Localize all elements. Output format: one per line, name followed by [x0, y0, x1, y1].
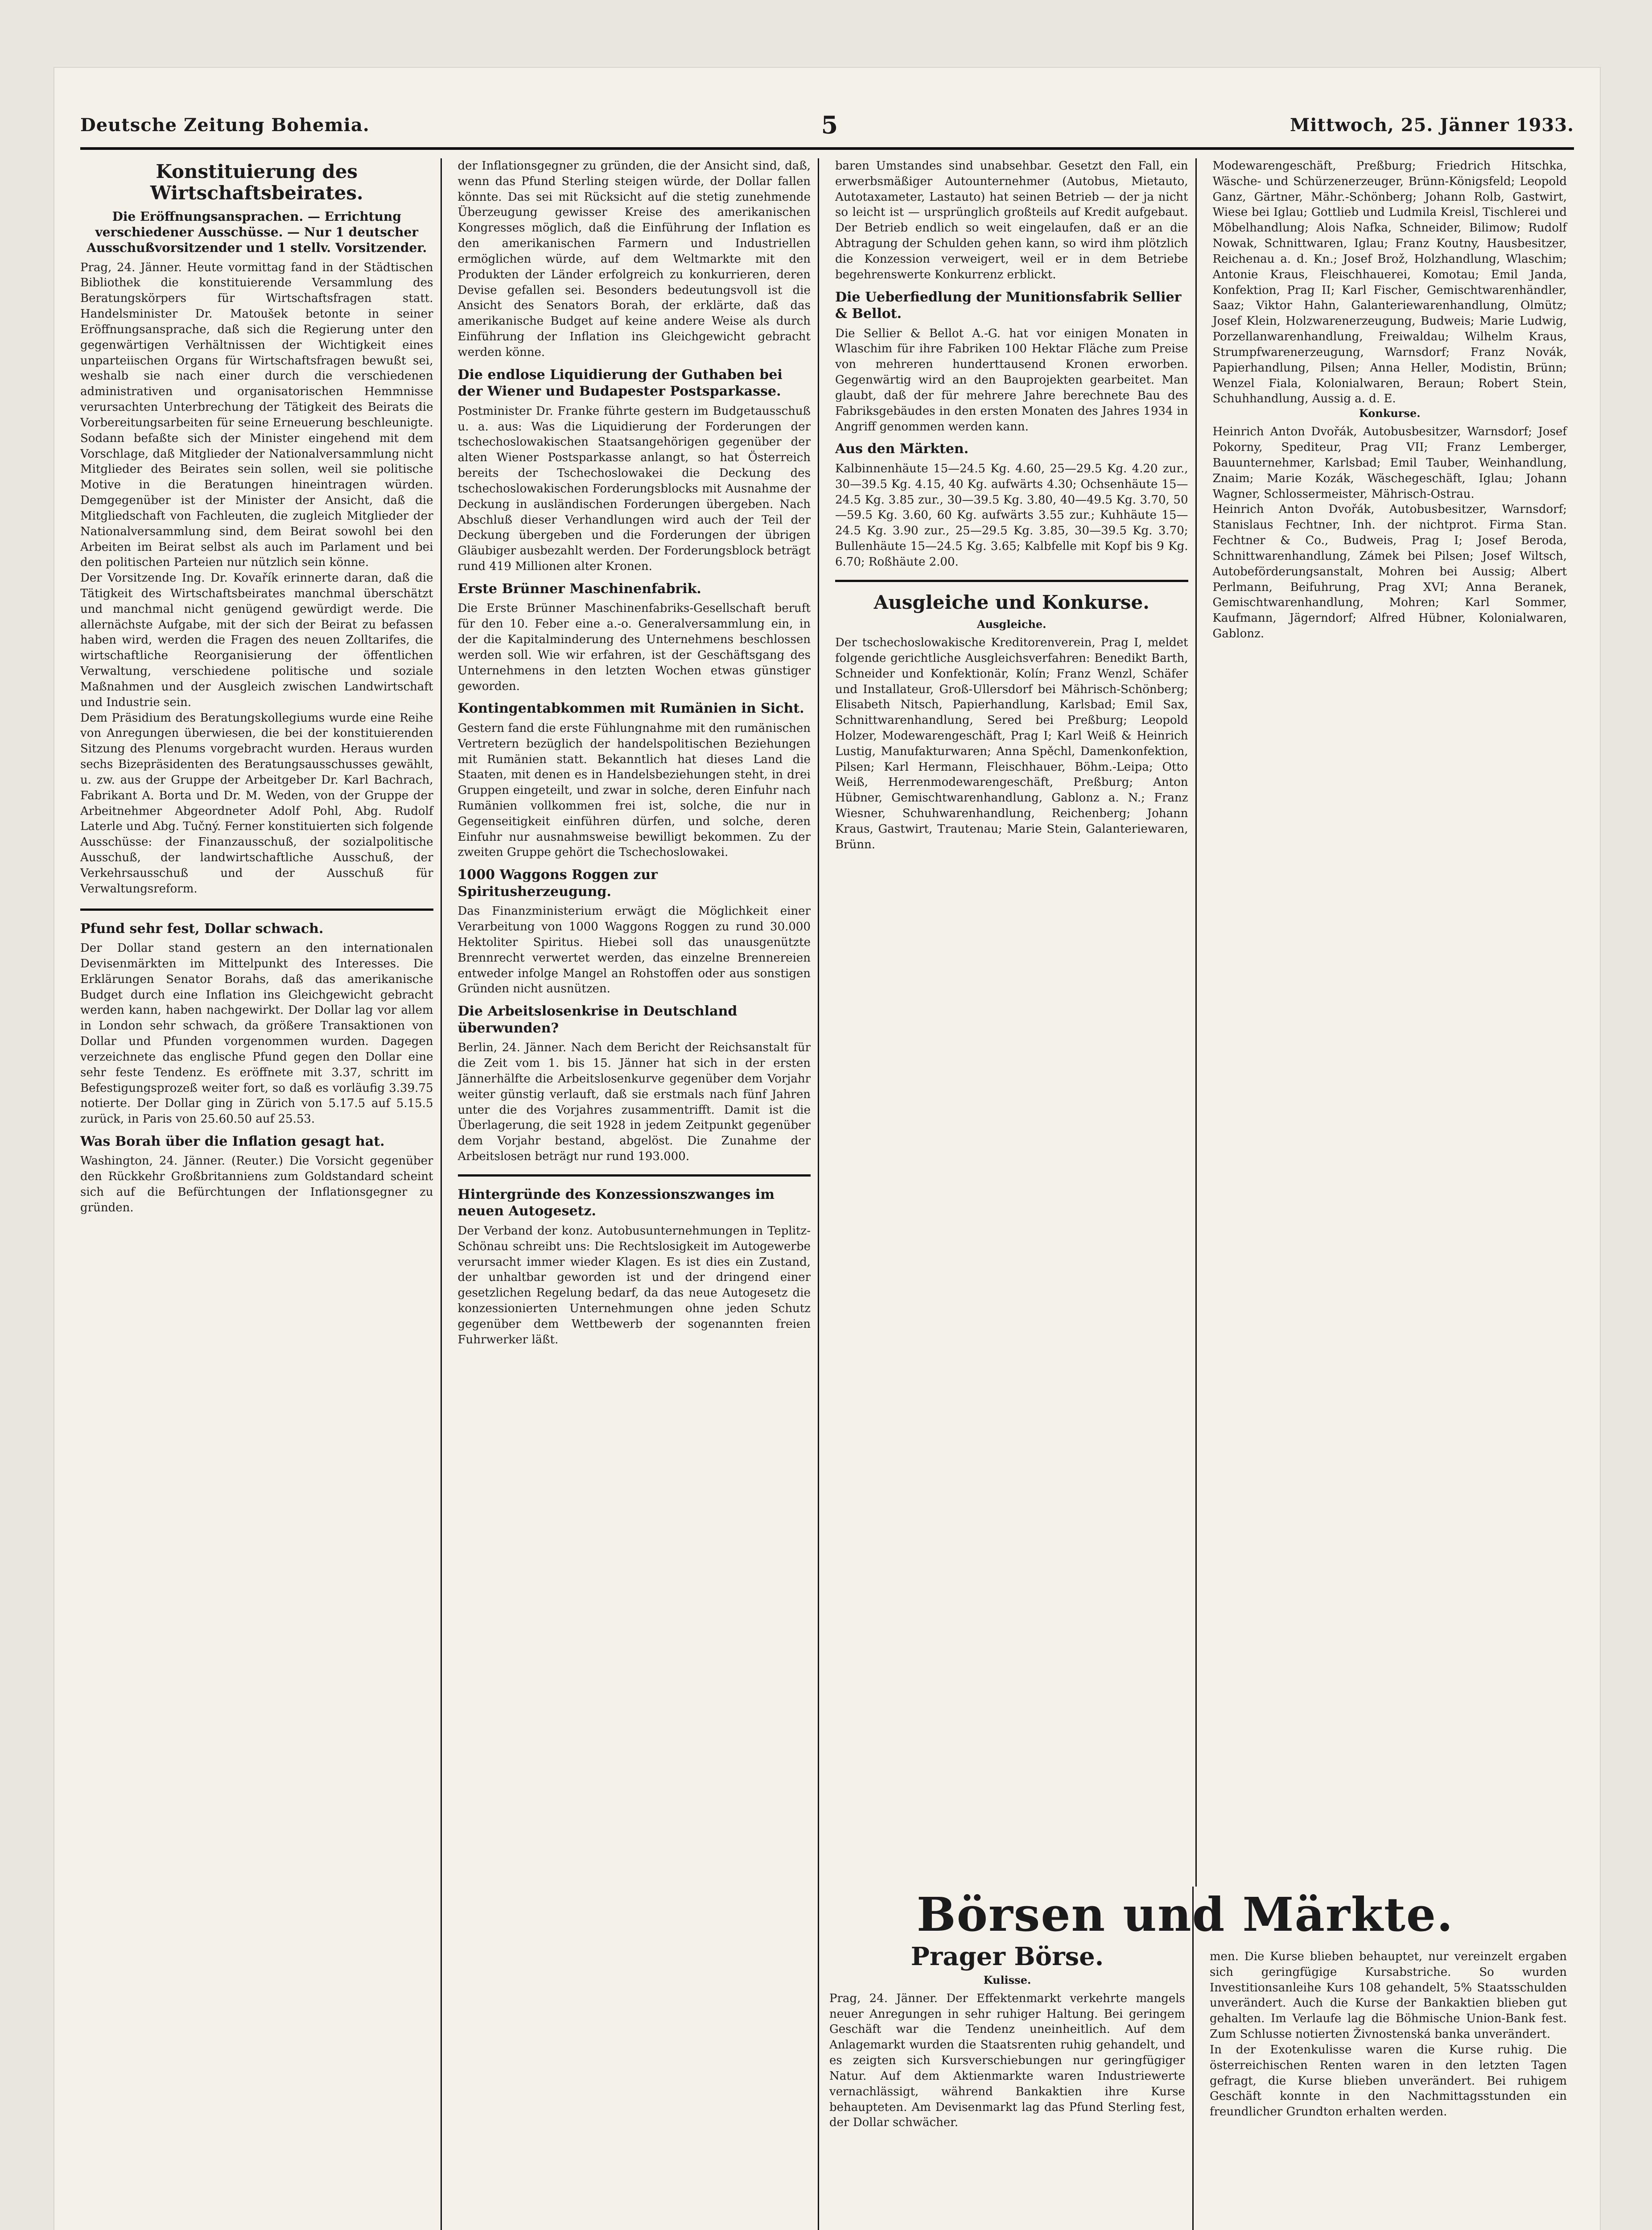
- issue-date: Mittwoch, 25. Jänner 1933.: [1289, 114, 1574, 136]
- prager-boerse-title: Prager Börse.: [910, 1942, 1104, 1972]
- article-text: Berlin, 24. Jänner. Nach dem Bericht der Reichsanstalt für die Zeit vom 1. bis 15. Jänner hat sich in der ersten Jännerhälfte die Arbeitslosenkurve gegenüber dem Vorjahr weiter günstig verlauft, daß sie erstmals nach fünf Jahren unter die des Vorjahres zusammentrifft. Damit ist die Überlagerung, die seit 1928 in jedem Zeitpunkt gegenüber dem Vorjahr bestand, abgelöst. Die Zunahme der Arbeitslosen beträgt nur rund 193.000.: [457, 1041, 811, 1164]
- article-text: Die Sellier & Bellot A.-G. hat vor einigen Monaten in Wlaschim für ihre Fabriken 100 Hektar Fläche zum Preise von mehreren hunderttausend Kronen erworben. Gegenwärtig wird an den Bauprojekten gearbeitet. Man glaubt, daß der für mehrere Jahre berechnete Bau des Fabriksgebäudes in den ersten Monaten des Jahres 1934 in Angriff genommen werden kann.: [835, 326, 1188, 434]
- page-number: 5: [821, 111, 839, 139]
- section-title: Die Arbeitslosenkrise in Deutschland überwunden?: [457, 1004, 737, 1036]
- section-title: Aus den Märkten.: [835, 441, 969, 457]
- article-text: Der tschechoslowakische Kreditorenverein, Prag I, meldet folgende gerichtliche Ausgleichsverfahren: Benedikt Barth, Schneider und Konfektionär, Kolín; Franz Wenzl, Schäfer und Installateur, Groß-Ullersdorf bei Mährisch-Schönberg; Elisabeth Nitsch, Papierhandlung, Karlsbad; Emil Sax, Schnittwarenhandlung, Sered bei Preßburg; Leopold Holzer, Modewarengeschäft, Prag I; Karl Weiß & Heinrich Lustig, Manufakturwaren; Anna Spěchl, Damenkonfektion, Pilsen; Karl Hermann, Fleischhauer, Böhm.-Leipa; Otto Weiß, Herrenmodewarengeschäft, Preßburg; Anton Hübner, Gemischtwarenhandlung, Gablonz a. N.; Franz Wiesner, Schuhwarenhandlung, Reichenberg; Johann Kraus, Gastwirt, Trautenau; Marie Stein, Galanteriewaren, Brünn.: [835, 636, 1188, 851]
- subheadline: Die Eröffnungsansprachen. — Errichtung verschiedener Ausschüsse. — Nur 1 deutscher Ausschußvorsitzender und 1 stellv. Vorsitzender.: [87, 209, 427, 255]
- header-rule: [80, 147, 1574, 150]
- kulisse-title: Kulisse.: [983, 1973, 1031, 1986]
- article-text: Heinrich Anton Dvořák, Autobusbesitzer, Warnsdorf; Josef Pokorny, Spediteur, Prag VII; Franz Lemberger, Bauunternehmer, Karlsbad; Emil Tauber, Weinhandlung, Znaim; Marie Kozák, Wäschegeschäft, Iglau; Johann Wagner, Schlossermeister, Mährisch-Ostrau.: [1212, 425, 1567, 501]
- newspaper-name: Deutsche Zeitung Bohemia.: [80, 114, 370, 136]
- article-text: der Inflationsgegner zu gründen, die der Ansicht sind, daß, wenn das Pfund Sterling steigen würde, der Dollar fallen könnte. Das sei mit Rücksicht auf die stetig zunehmende Überzeugung gewisser Kreise des amerikanischen Kongresses möglich, daß die Einführung der Inflation es den amerikanischen Farmern und Industriellen ermöglichen würde, auf dem Weltmarkte mit den Produkten der Länder erfolgreich zu konkurrieren, deren Devise gefallen sei. Besonders bedeutungsvoll ist die Ansicht des Senators Borah, der erklärte, daß das amerikanische Budget auf keine andere Weise als durch Einführung der Inflation ins Gleichgewicht gebracht werden könne.: [457, 159, 811, 359]
- newspaper-page: [54, 67, 1601, 2230]
- headline: Konstituierung des Wirtschaftsbeirates.: [150, 161, 363, 204]
- article-text: Gestern fand die erste Fühlungnahme mit den rumänischen Vertretern bezüglich der handelspolitischen Beziehungen mit Rumänien statt. Bekanntlich hat dieses Land die Staaten, mit denen es in Handelsbeziehungen steht, in drei Gruppen eingeteilt, und zwar in solche, deren Einfuhr nach Rumänien vollkommen frei ist, solche, die nur in Gegenseitigkeit einführen dürfen, und solche, deren Einfuhr nur ausnahmsweise bewilligt bekommen. Zu der zweiten Gruppe gehört die Tschechoslowakei.: [457, 721, 811, 859]
- article-text: In der Exotenkulisse waren die Kurse ruhig. Die österreichischen Renten waren in den letzten Tagen gefragt, die Kurse blieben unverändert. Bei ruhigem Geschäft konnte in den Nachmittagsstunden ein freundlicher Grundton erhalten werden.: [1210, 2043, 1567, 2119]
- column-divider: [835, 580, 1188, 582]
- article-text: Heinrich Anton Dvořák, Autobusbesitzer, Warnsdorf; Stanislaus Fechtner, Inh. der nichtprot. Firma Stan. Fechtner & Co., Budweis, Prag I; Josef Beroda, Schnittwarenhandlung, Zámek bei Pilsen; Josef Wiltsch, Autobeförderungsanstalt, Mohren bei Aussig; Albert Perlmann, Beifuhrung, Prag XVI; Anna Beranek, Gemischtwarenhandlung, Mohren; Karl Sommer, Kaufmann, Jägerndorf; Alfred Hübner, Kolonialwaren, Gablonz.: [1212, 503, 1567, 641]
- section-title: Erste Brünner Maschinenfabrik.: [457, 581, 701, 597]
- page-header: [80, 107, 1574, 143]
- boersen-section: [829, 1887, 1574, 2230]
- boersen-title: Börsen und Märkte.: [916, 1887, 1454, 1942]
- article-text: Der Dollar stand gestern an den internationalen Devisenmärkten im Mittelpunkt des Interesses. Die Erklärungen Senator Borahs, daß das amerikanische Budget durch eine Inflation ins Gleichgewicht gebracht werden kann, haben nachgewirkt. Der Dollar lag vor allem in London sehr schwach, da größere Transaktionen von Dollar und Pfunden vorgenommen wurden. Dagegen verzeichnete das englische Pfund gegen den Dollar eine sehr feste Tendenz. Es eröffnete mit 3.37, schritt im Befestigungsprozeß weiter fort, so daß es vorläufig 3.39.75 notierte. Der Dollar ging in Zürich von 5.17.5 auf 5.15.5 zurück, in Paris von 25.60.50 auf 25.53.: [80, 942, 433, 1126]
- article-wirtschaftsbeirat: [80, 161, 433, 897]
- article-text: Der Verband der konz. Autobusunternehmungen in Teplitz-Schönau schreibt uns: Die Rechtslosigkeit im Autogewerbe verursacht immer wieder Klagen. Es ist dies ein Zustand, der unhaltbar geworden ist und der dringend einer gesetzlichen Regelung bedarf, da das neue Autogesetz die konzessionierten Unternehmungen ohne jeden Schutz gegenüber dem Wettbewerb der sogenannten freien Fuhrwerker läßt.: [457, 1224, 811, 1346]
- article-text: Washington, 24. Jänner. (Reuter.) Die Vorsicht gegenüber den Rückkehr Großbritanniens zum Goldstandard scheint sich auf die Befürchtungen der Inflationsgegner zu gründen.: [80, 1154, 433, 1214]
- article-text: Dem Präsidium des Beratungskollegiums wurde eine Reihe von Anregungen überwiesen, die bei der konstituierenden Sitzung des Plenums vorgebracht wurden. Heraus wurden sechs Bizepräsidenten des Beratungsausschusses gewählt, u. zw. aus der Gruppe der Arbeitgeber Dr. Karl Bachrach, Fabrikant A. Borta und Dr. M. Weden, von der Gruppe der Arbeitnehmer Abgeordneter Adolf Pohl, Abg. Rudolf Laterle und Abg. Tučný. Ferner konstituierten sich folgende Ausschüsse: der Finanzausschuß, der sozialpolitische Ausschuß, der landwirtschaftliche Ausschuß, der Verkehrsausschuß und der Ausschuß für Verwaltungsreform.: [80, 711, 433, 896]
- section-headline: Ausgleiche und Konkurse.: [873, 591, 1149, 613]
- article-text: Das Finanzministerium erwägt die Möglichkeit einer Verarbeitung von 1000 Waggons Roggen zu rund 30.000 Hektoliter Spiritus. Hiebei soll das unausgenützte Brennrecht verwertet werden, das einzelne Brennereien entweder infolge Mangel an Rohstoffen oder aus sonstigen Gründen nicht ausnützen.: [457, 904, 811, 996]
- subsection-title: Ausgleiche.: [976, 618, 1046, 631]
- column-1: [80, 158, 442, 2230]
- section-title: Die Ueberfiedlung der Munitionsfabrik Sellier & Bellot.: [835, 289, 1182, 322]
- article-text: Modewarengeschäft, Preßburg; Friedrich Hitschka, Wäsche- und Schürzenerzeuger, Brünn-Königsfeld; Leopold Ganz, Gärtner, Mähr.-Schönberg; Johann Rolb, Gastwirt, Wiese bei Iglau; Gottlieb und Ludmila Kreisl, Tischlerei und Möbelhandlung; Alois Nafka, Schneider, Bilimow; Rudolf Nowak, Schnittwaren, Iglau; Franz Koutny, Hausbesitzer, Reichenau a. d. Kn.; Josef Brož, Holzhandlung, Wlaschim; Antonie Kraus, Fleischhauerei, Komotau; Emil Janda, Konfektion, Prag II; Karl Fischer, Gemischtwarenhändler, Saaz; Viktor Hahn, Galanteriewarenhandlung, Olmütz; Josef Klein, Holzwarenerzeugung, Budweis; Marie Ludwig, Porzellanwarenhandlung, Freiwaldau; Wilhelm Kraus, Strumpfwarenerzeugung, Warnsdorf; Franz Novák, Papierhandlung, Pilsen; Anna Heller, Modistin, Brünn; Wenzel Fiala, Kolonialwaren, Beraun; Robert Stein, Schuhhandlung, Aussig a. d. E.: [1212, 159, 1567, 406]
- section-title: Die endlose Liquidierung der Guthaben bei der Wiener und Budapester Postsparkasse.: [457, 367, 783, 400]
- column-2: [458, 158, 820, 2230]
- section-title: Kontingentabkommen mit Rumänien in Sicht.: [457, 701, 804, 717]
- article-text: Prag, 24. Jänner. Heute vormittag fand in der Städtischen Bibliothek die konstituierende Versammlung des Beratungskörpers für Wirtschaftsfragen statt. Handelsminister Dr. Matoušek betonte in seiner Eröffnungsansprache, daß sich die Regierung unter den gegenwärtigen Verhältnissen der Wichtigkeit eines unparteiischen Organs für Wirtschaftsfragen bewußt sei, weshalb sie nach einer durch die verschiedenen administrativen und organisatorischen Hemmnisse verursachten Unterbrechung der Tätigkeit des Beirats die Vorbereitungsarbeiten für seine Erneuerung beschleunigte. Sodann befaßte sich der Minister eingehend mit dem Vorschlage, daß Mitglieder der Nationalversammlung nicht Mitglieder des Beirates sein sollen, weil sie politische Motive in die Beratungen hineintragen würden. Demgegenüber ist der Minister der Ansicht, daß die Mitgliedschaft von Fachleuten, die zugleich Mitglieder der Nationalversammlung sind, dem Beirat sowohl bei den Arbeiten im Beirat selbst als auch im Parlament und bei den politischen Parteien nur nützlich sein könne.: [80, 260, 433, 570]
- article-text: Postminister Dr. Franke führte gestern im Budgetausschuß u. a. aus: Was die Liquidierung der Forderungen der tschechoslowakischen Staatsangehörigen gegenüber der alten Wiener Postsparkasse anlangt, so hat Österreich bereits der Tschechoslowakei die Deckung des tschechoslowakischen Forderungsblocks mit Ausnahme der Deckung in ausländischen Forderungen übergeben. Nach Abschluß dieser Verhandlungen wird auch der Teil der Deckung übergeben und die Forderungen der übrigen Gläubiger ausbezahlt werden. Der Forderungsblock beträgt rund 419 Millionen alter Kronen.: [457, 404, 811, 574]
- section-title: 1000 Waggons Roggen zur Spiritusherzeugung.: [457, 867, 658, 900]
- article-text: Die Erste Brünner Maschinenfabriks-Gesellschaft beruft für den 10. Feber eine a.-o. Generalversammlung ein, in der die Kapitalminderung des Unternehmens beschlossen werden soll. Wie wir erfahren, ist der Geschäftsgang des Unternehmens in den letzten Wochen etwas günstiger geworden.: [457, 602, 811, 693]
- boersen-column-right: [1210, 1887, 1574, 2230]
- column-divider: [80, 909, 433, 911]
- section-title: Pfund sehr fest, Dollar schwach.: [80, 921, 324, 937]
- article-text: baren Umstandes sind unabsehbar. Gesetzt den Fall, ein erwerbsmäßiger Autounternehmer (Autobus, Mietauto, Autotaxameter, Lastauto) hat seinen Betrieb — der ja nicht so leicht ist — ursprünglich großteils auf Kredit aufgebaut. Der Betrieb endlich so weit eingelaufen, daß er an die Abtragung der Schulden gehen kann, so wird ihm plötzlich die Konzession verweigert, weil er in dem Betriebe begehrenswerte Konkurrenz erblickt.: [835, 159, 1188, 281]
- article-text: men. Die Kurse blieben behauptet, nur vereinzelt ergaben sich geringfügige Kursabstriche. So wurden Investitionsanleihe Kurs 108 gehandelt, 5% Staatsschulden unverändert. Auch die Kurse der Bankaktien blieben gut gehalten. Im Verlaufe lag die Böhmische Union-Bank fest. Zum Schlusse notierten Živnostenská banka unverändert.: [1210, 1950, 1567, 2041]
- article-text: Der Vorsitzende Ing. Dr. Kovařík erinnerte daran, daß die Tätigkeit des Wirtschaftsbeirates manchmal überschätzt und manchmal nicht genügend gewürdigt werde. Die allernächste Aufgabe, mit der sich der Beirat zu befassen haben wird, werden die Fragen des neuen Zolltarifes, die wirtschaftliche Reorganisierung der öffentlichen Verwaltung, verschiedene politische und soziale Maßnahmen und der Ausgleich zwischen Landwirtschaft und Industrie sein.: [80, 571, 433, 709]
- section-title: Hintergründe des Konzessionszwanges im neuen Autogesetz.: [457, 1186, 775, 1219]
- subsection-title: Konkurse.: [1359, 407, 1421, 420]
- article-text: Prag, 24. Jänner. Der Effektenmarkt verkehrte mangels neuer Anregungen in sehr ruhiger Haltung. Bei geringem Geschäft war die Tendenz uneinheitlich. Auf dem Anlagemarkt wurden die Staatsrenten ruhig gehandelt, und es zeigten sich Kursverschiebungen nur geringfügiger Natur. Auf dem Aktienmarkte waren Industriewerte vernachlässigt, während Bankaktien ihre Kurse behaupteten. Am Devisenmarkt lag das Pfund Sterling fest, der Dollar schwächer.: [829, 1991, 1185, 2130]
- article-pfund: [80, 921, 433, 1216]
- column-divider: [458, 1174, 811, 1177]
- section-title: Was Borah über die Inflation gesagt hat.: [80, 1133, 385, 1149]
- article-text: Kalbinnenhäute 15—24.5 Kg. 4.60, 25—29.5 Kg. 4.20 zur., 30—39.5 Kg. 4.15, 40 Kg. aufwärts 4.30; Ochsenhäute 15—24.5 Kg. 3.85 zur., 30—39.5 Kg. 3.80, 40—49.5 Kg. 3.70, 50—59.5 Kg. 3.60, 60 Kg. aufwärts 3.55 zur.; Kuhhäute 15—24.5 Kg. 3.90 zur., 25—29.5 Kg. 3.85, 30—39.5 Kg. 3.70; Bullenhäute 15—24.5 Kg. 3.65; Kalbfelle mit Kopf bis 9 Kg. 6.70; Roßhäute 2.00.: [835, 462, 1188, 569]
